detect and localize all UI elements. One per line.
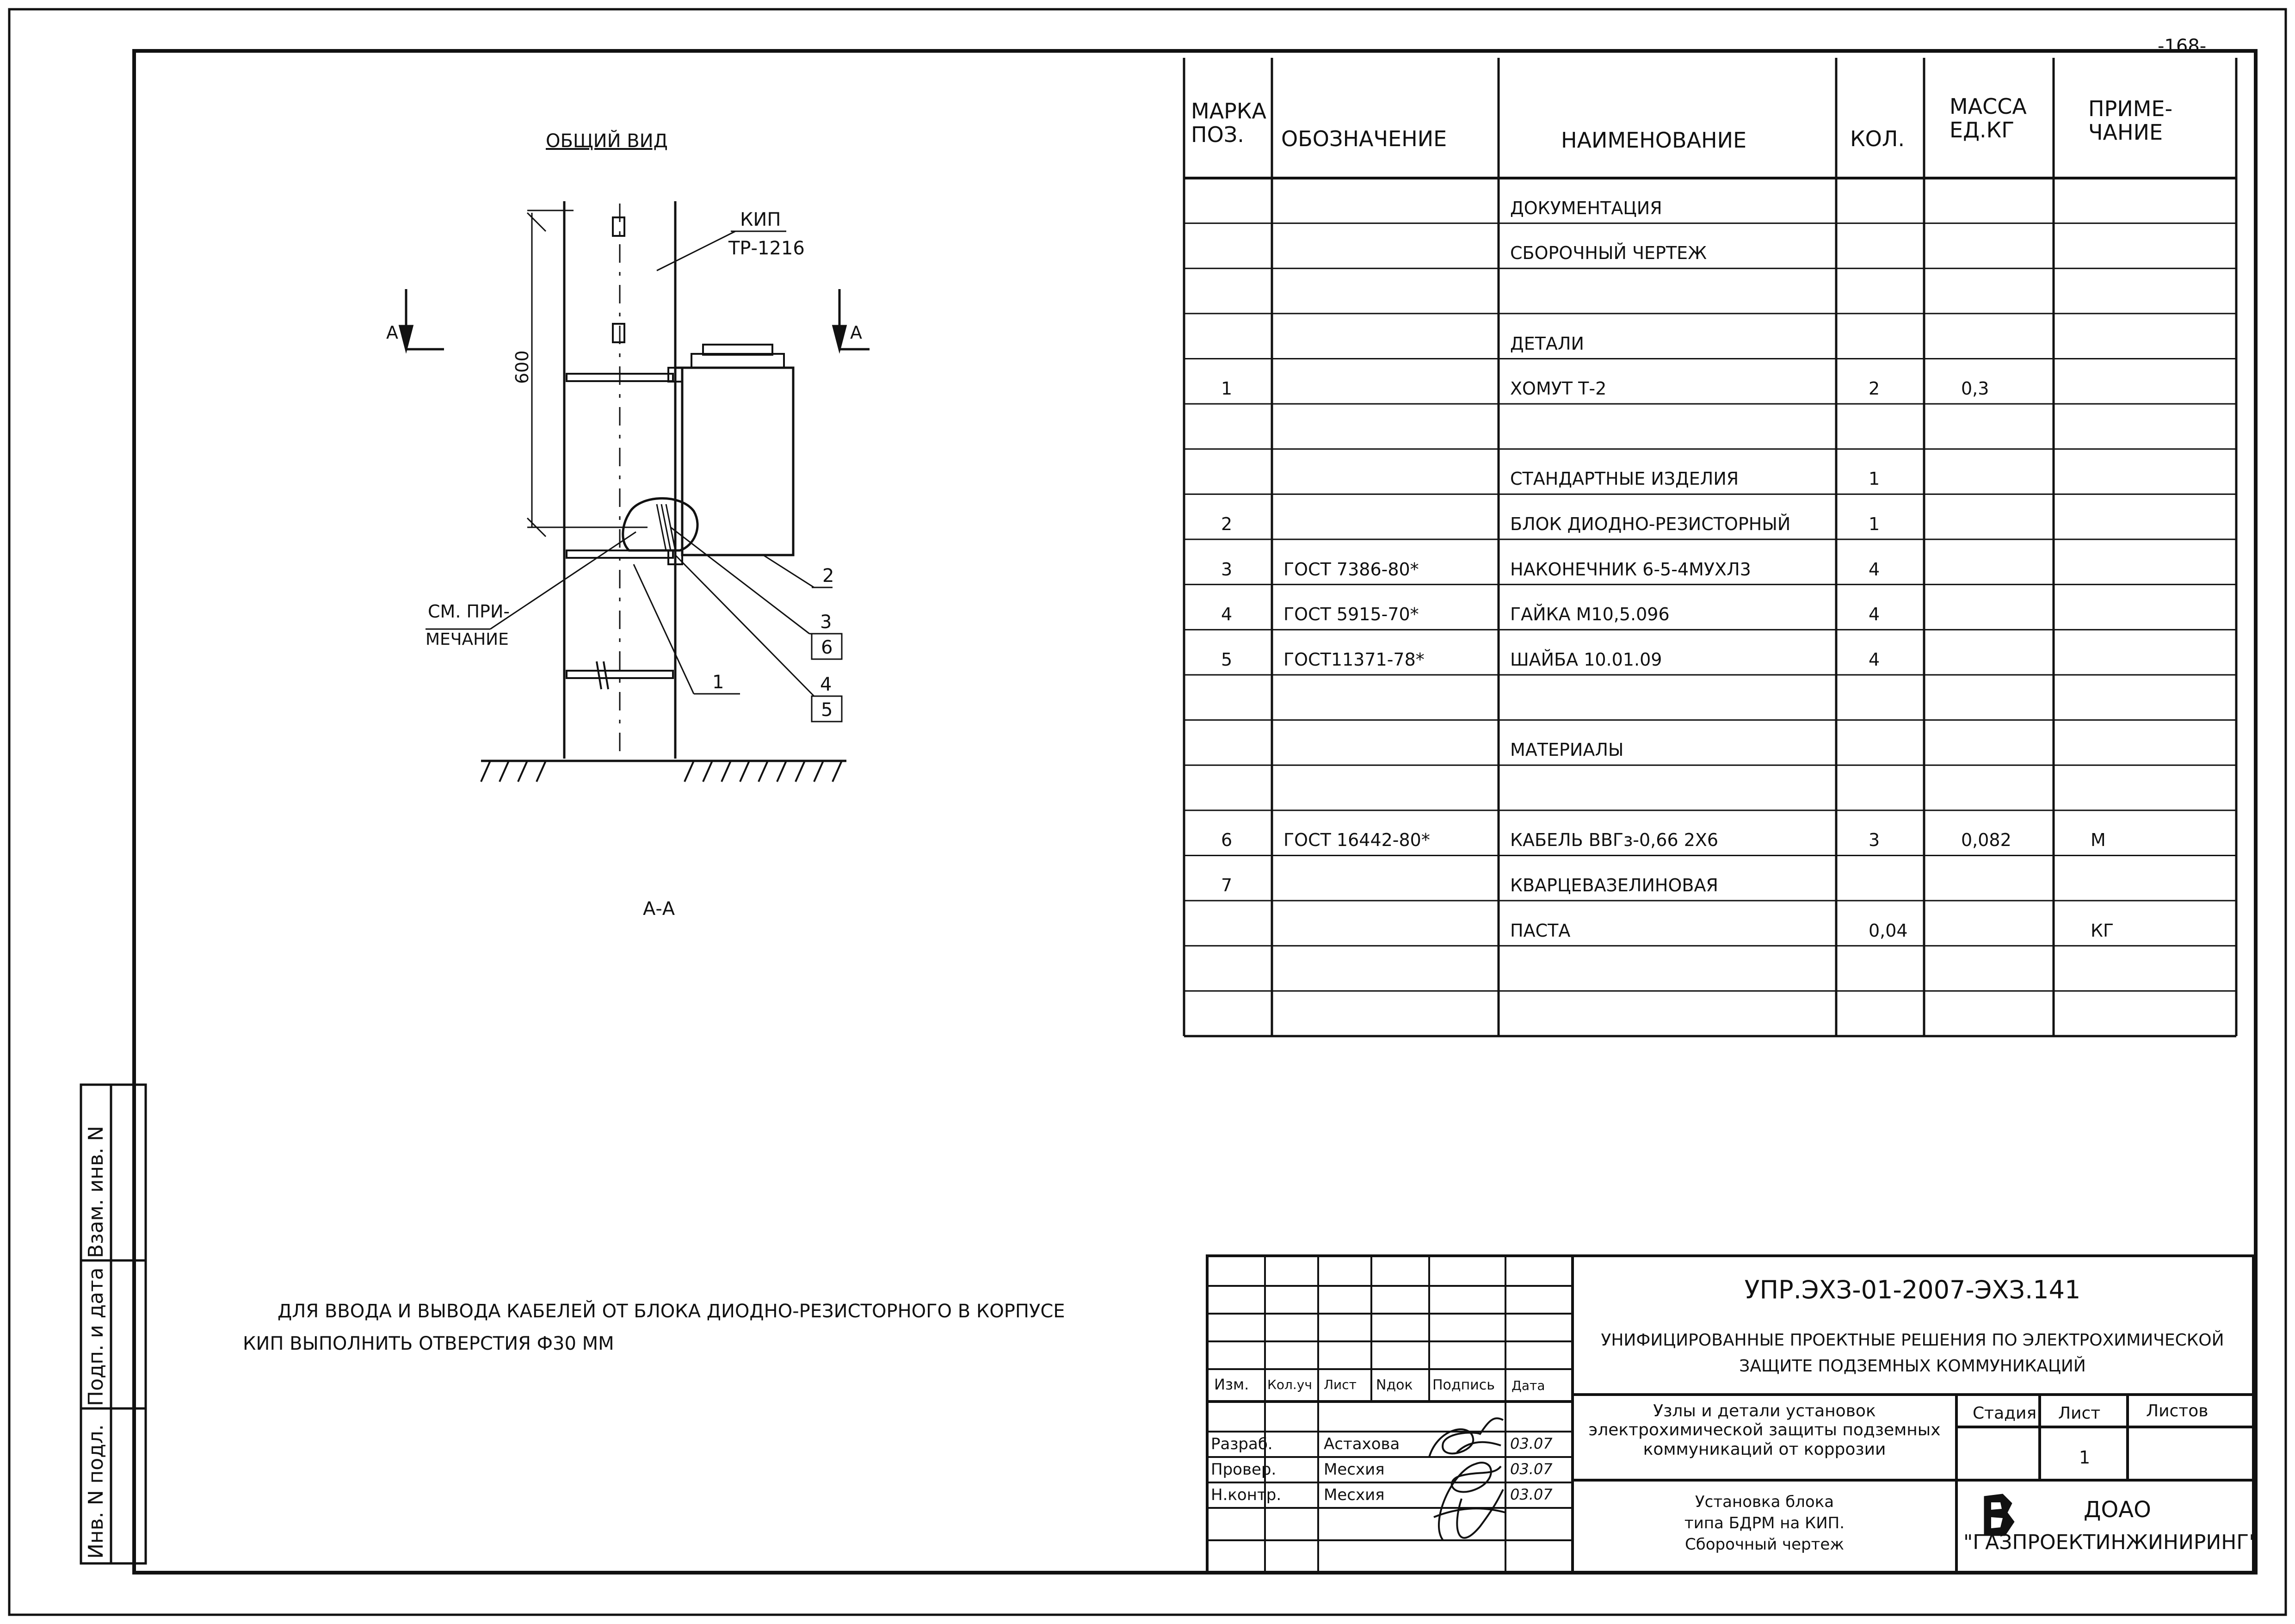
spec-cell-name: КАБЕЛЬ ВВГз-0,66 2Х6 xyxy=(1510,830,1719,851)
spec-cell-pos: 7 xyxy=(1221,875,1233,896)
spec-cell-qty: 1 xyxy=(1869,469,1880,489)
spec-header-designation: ОБОЗНАЧЕНИЕ xyxy=(1281,126,1447,151)
kip-label: КИП xyxy=(740,209,781,230)
spec-header-name: НАИМЕНОВАНИЕ xyxy=(1561,128,1747,153)
callout-5: 5 xyxy=(821,699,833,721)
spec-cell-pos: 1 xyxy=(1221,378,1233,399)
title-block-title: УНИФИЦИРОВАННЫЕ ПРОЕКТНЫЕ РЕШЕНИЯ ПО ЭЛЕКТРОХИМИЧЕСКОЙ ЗАЩИТЕ ПОДЗЕМНЫХ КОММУНИКАЦИЙ xyxy=(1601,1331,2224,1376)
callout-3: 3 xyxy=(820,611,832,633)
spec-cell-name: НАКОНЕЧНИК 6-5-4МУХЛ3 xyxy=(1510,559,1751,580)
title-block-subject: Узлы и детали установок электрохимической защиты подземных коммуникаций от коррозии xyxy=(1588,1402,1941,1459)
org-line-2: "ГАЗПРОЕКТИНЖИНИРИНГ" xyxy=(1963,1531,2258,1554)
title-block-code: УПР.ЭХЗ-01-2007-ЭХЗ.141 xyxy=(1744,1275,2081,1304)
general-view-title: ОБЩИЙ ВИД xyxy=(546,130,668,152)
spec-header-mass: МАССА ЕД.КГ xyxy=(1950,94,2027,142)
note-ref-line2: МЕЧАНИЕ xyxy=(426,630,509,649)
tb-name-nkontr: Месхия xyxy=(1324,1486,1385,1504)
spec-header-pos: МАРКА ПОЗ. xyxy=(1191,99,1267,147)
spec-cell-name: МАТЕРИАЛЫ xyxy=(1510,740,1624,760)
section-marker-left: А xyxy=(386,322,398,343)
spec-cell-qty: 1 xyxy=(1869,514,1880,535)
spec-cell-pos: 3 xyxy=(1221,559,1233,580)
side-stamp-inv-podl: Инв. N подл. xyxy=(84,1424,108,1559)
tb-name-prover: Месхия xyxy=(1324,1460,1385,1479)
spec-cell-pos: 2 xyxy=(1221,514,1233,535)
spec-cell-name: ГАЙКА М10,5.096 xyxy=(1510,604,1670,625)
note-line-1: ДЛЯ ВВОДА И ВЫВОДА КАБЕЛЕЙ ОТ БЛОКА ДИОДНО-РЕЗИСТОРНОГО В КОРПУСЕ xyxy=(278,1301,1065,1322)
tb-date-razrab: 03.07 xyxy=(1510,1435,1553,1452)
spec-header-note: ПРИМЕ- ЧАНИЕ xyxy=(2088,96,2173,145)
note-ref-line1: СМ. ПРИ- xyxy=(428,601,510,622)
spec-cell-note: М xyxy=(2091,830,2106,851)
spec-cell-pos: 5 xyxy=(1221,649,1233,670)
spec-cell-qty: 0,04 xyxy=(1869,920,1908,941)
spec-cell-name: КВАРЦЕВАЗЕЛИНОВАЯ xyxy=(1510,875,1718,896)
title-block-sheet-title: Установка блока типа БДРМ на КИП. Сборочный чертеж xyxy=(1684,1493,1845,1554)
kip-type: ТР-1216 xyxy=(728,238,805,259)
spec-cell-name: БЛОК ДИОДНО-РЕЗИСТОРНЫЙ xyxy=(1510,514,1791,535)
spec-cell-designation: ГОСТ 7386-80* xyxy=(1283,559,1419,580)
org-line-1: ДОАО xyxy=(2084,1497,2151,1523)
dimension-600: 600 xyxy=(512,350,532,384)
tb-col-list: Лист xyxy=(1324,1377,1357,1392)
spec-cell-name: ДЕТАЛИ xyxy=(1510,333,1584,354)
spec-cell-qty: 4 xyxy=(1869,604,1880,625)
tb-name-razrab: Астахова xyxy=(1324,1435,1400,1453)
callout-4: 4 xyxy=(820,674,832,695)
side-stamp-podp-data: Подп. и дата xyxy=(84,1267,108,1406)
spec-cell-name: ХОМУТ Т-2 xyxy=(1510,378,1607,399)
spec-cell-designation: ГОСТ 16442-80* xyxy=(1283,830,1430,851)
side-stamp-vzam-inv: Взам. инв. N xyxy=(84,1126,108,1258)
note-line-2: КИП ВЫПОЛНИТЬ ОТВЕРСТИЯ Ф30 ММ xyxy=(243,1333,614,1354)
page-number: -168- xyxy=(2158,36,2207,57)
section-marker-right: А xyxy=(850,322,862,343)
tb-date-prover: 03.07 xyxy=(1510,1460,1553,1478)
spec-header-qty: КОЛ. xyxy=(1850,126,1905,151)
section-title: А-А xyxy=(643,898,675,920)
tb-col-data: Дата xyxy=(1511,1378,1545,1393)
spec-cell-designation: ГОСТ 5915-70* xyxy=(1283,604,1419,625)
spec-cell-mass: 0,3 xyxy=(1961,378,1989,399)
spec-cell-note: КГ xyxy=(2091,920,2114,941)
tb-role-nkontr: Н.контр. xyxy=(1211,1486,1282,1504)
tb-sheet-value: 1 xyxy=(2079,1447,2091,1468)
spec-cell-designation: ГОСТ11371-78* xyxy=(1283,649,1425,670)
spec-cell-qty: 4 xyxy=(1869,559,1880,580)
spec-cell-pos: 6 xyxy=(1221,830,1233,851)
spec-cell-mass: 0,082 xyxy=(1961,830,2011,851)
spec-cell-pos: 4 xyxy=(1221,604,1233,625)
tb-stage-label: Стадия xyxy=(1973,1404,2037,1423)
tb-col-koluch: Кол.уч xyxy=(1267,1377,1312,1392)
callout-6: 6 xyxy=(821,637,833,658)
tb-role-prover: Провер. xyxy=(1211,1460,1277,1479)
callout-2: 2 xyxy=(822,565,834,587)
tb-col-izm: Изм. xyxy=(1214,1376,1249,1393)
tb-sheets-label: Листов xyxy=(2146,1402,2209,1420)
signature-astakhova xyxy=(1429,1418,1503,1457)
spec-cell-qty: 4 xyxy=(1869,649,1880,670)
tb-col-ndok: Nдок xyxy=(1376,1377,1413,1393)
tb-date-nkontr: 03.07 xyxy=(1510,1486,1553,1503)
tb-sheet-label: Лист xyxy=(2058,1404,2101,1423)
spec-cell-name: СТАНДАРТНЫЕ ИЗДЕЛИЯ xyxy=(1510,469,1739,489)
org-logo xyxy=(1984,1494,2014,1536)
spec-cell-qty: 2 xyxy=(1869,378,1880,399)
signature-meskhia xyxy=(1434,1463,1505,1540)
callout-1: 1 xyxy=(712,672,724,693)
spec-cell-name: ШАЙБА 10.01.09 xyxy=(1510,649,1662,670)
spec-cell-name: СБОРОЧНЫЙ ЧЕРТЕЖ xyxy=(1510,243,1707,264)
spec-cell-qty: 3 xyxy=(1869,830,1880,851)
spec-cell-name: ДОКУМЕНТАЦИЯ xyxy=(1510,198,1662,218)
tb-role-razrab: Разраб. xyxy=(1211,1435,1273,1453)
tb-col-podpis: Подпись xyxy=(1432,1377,1495,1393)
spec-cell-name: ПАСТА xyxy=(1510,920,1571,941)
